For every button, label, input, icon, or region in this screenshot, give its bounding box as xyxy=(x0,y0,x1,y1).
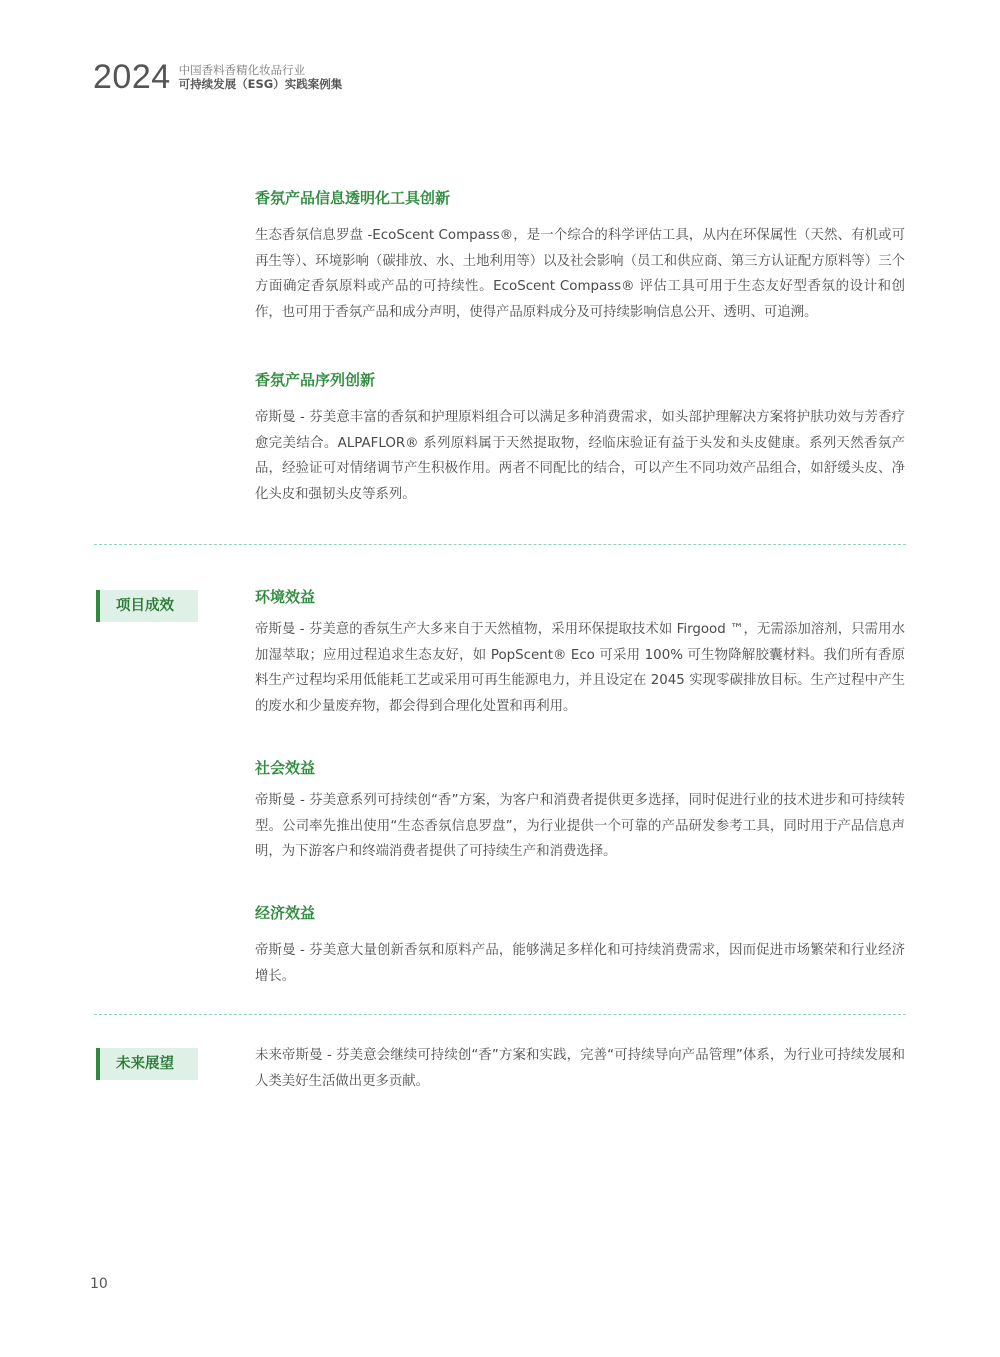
section-divider xyxy=(94,544,906,545)
section-body-environmental: 帝斯曼 - 芬美意的香氛生产大多来自于天然植物，采用环保提取技术如 Firgood ™，无需添加溶剂，只需用水加湿萃取；应用过程追求生态友好，如 PopScent® Eco 可采用 100% 可生物降解胶囊材料。我们所有香原料生产过程均采用低能耗工艺或采用可再生能源电力，并且设定在 2045 实现零碳排放目标。生产过程中产生的废水和少量废弃物，都会得到合理化处置和再利用。 xyxy=(255,622,905,714)
document-header xyxy=(93,60,342,94)
section-title-series-innovation: 香氛产品序列创新 xyxy=(255,371,376,389)
section-body-economic: 帝斯曼 - 芬美意大量创新香氛和原料产品，能够满足多样化和可持续消费需求，因而促进市场繁荣和行业经济增长。 xyxy=(255,943,905,984)
header-subtitle-line1: 中国香料香精化妆品行业 xyxy=(178,62,306,77)
tag-future-outlook-label: 未来展望 xyxy=(116,1056,174,1072)
section-title-social: 社会效益 xyxy=(255,759,316,777)
section-title-environmental: 环境效益 xyxy=(255,588,316,606)
tag-future-outlook xyxy=(96,1048,198,1080)
section-title-economic: 经济效益 xyxy=(255,904,316,922)
header-year: 2024 xyxy=(93,58,171,96)
section-body-future-outlook: 未来帝斯曼 - 芬美意会继续可持续创“香”方案和实践，完善“可持续导向产品管理”体系，为行业可持续发展和人类美好生活做出更多贡献。 xyxy=(255,1048,905,1089)
header-subtitle-line2: 可持续发展（ESG）实践案例集 xyxy=(178,77,343,91)
section-title-tool-innovation: 香氛产品信息透明化工具创新 xyxy=(255,189,451,207)
section-divider xyxy=(94,1014,906,1015)
page-number: 10 xyxy=(90,1276,108,1292)
section-body-tool-innovation: 生态香氛信息罗盘 -EcoScent Compass®，是一个综合的科学评估工具，从内在环保属性（天然、有机或可再生等）、环境影响（碳排放、水、土地利用等）以及社会影响（员工和供应商、第三方认证配方原料等）三个方面确定香氛原料或产品的可持续性。EcoScent Compass® 评估工具可用于生态友好型香氛的设计和创作，也可用于香氛产品和成分声明，使得产品原料成分及可持续影响信息公开、透明、可追溯。 xyxy=(255,228,905,320)
section-body-social: 帝斯曼 - 芬美意系列可持续创“香”方案，为客户和消费者提供更多选择，同时促进行业的技术进步和可持续转型。公司率先推出使用“生态香氛信息罗盘”，为行业提供一个可靠的产品研发参考工具，同时用于产品信息声明，为下游客户和终端消费者提供了可持续生产和消费选择。 xyxy=(255,793,905,859)
header-subtitle xyxy=(179,63,343,92)
tag-project-results xyxy=(96,590,198,622)
tag-project-results-label: 项目成效 xyxy=(116,598,174,614)
section-body-series-innovation: 帝斯曼 - 芬美意丰富的香氛和护理原料组合可以满足多种消费需求，如头部护理解决方案将护肤功效与芳香疗愈完美结合。ALPAFLOR® 系列原料属于天然提取物，经临床验证有益于头发和头皮健康。系列天然香氛产品，经验证可对情绪调节产生积极作用。两者不同配比的结合，可以产生不同功效产品组合，如舒缓头皮、净化头皮和强韧头皮等系列。 xyxy=(255,410,905,502)
